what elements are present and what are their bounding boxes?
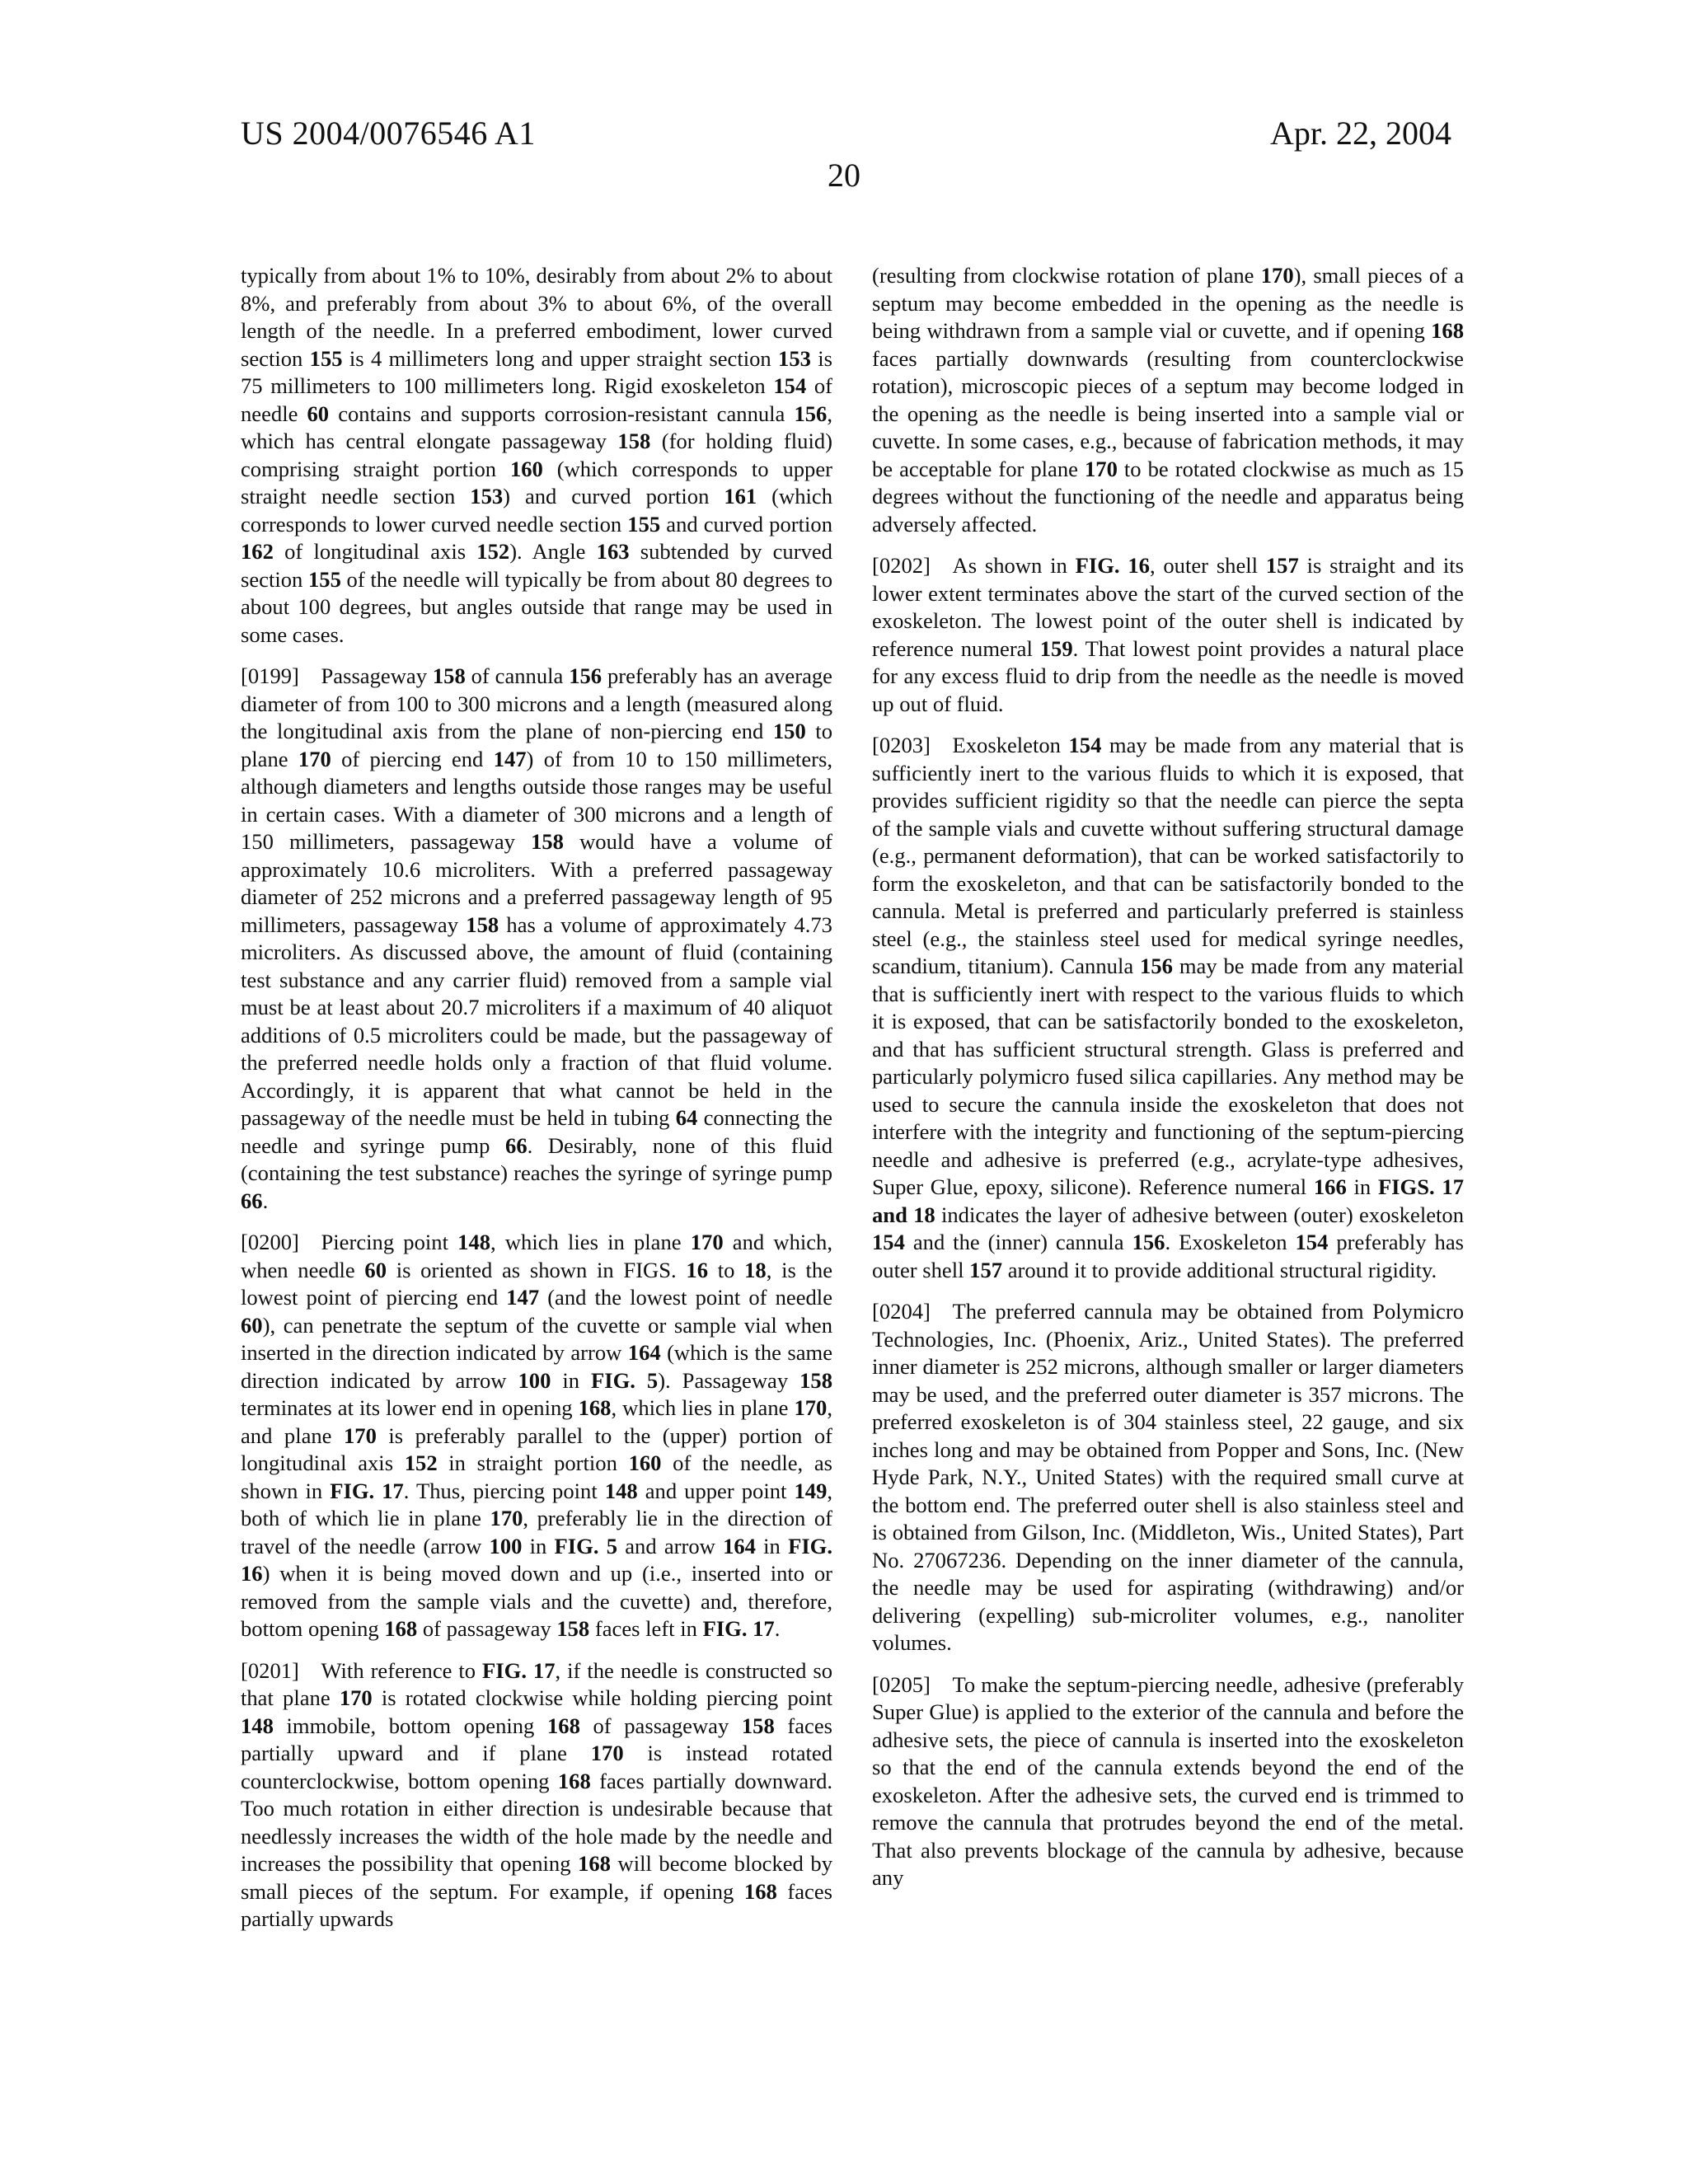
- reference-numeral: 168: [546, 1713, 580, 1738]
- text-run: and curved portion: [660, 511, 832, 537]
- text-run: , and plane: [241, 1395, 832, 1448]
- reference-numeral: 155: [308, 566, 341, 592]
- text-run: subtended by curved section: [241, 539, 832, 592]
- text-run: to: [708, 1257, 745, 1282]
- text-run: , if the needle is constructed so that plane: [241, 1657, 832, 1710]
- text-run: and which, when needle: [241, 1230, 833, 1282]
- paragraph: [872, 1671, 1464, 1892]
- text-run: faces partially downward. Too much rotation in either direction is undesirable because that needlessly increases the width of the hole made by the needle and increases the possibility that opening: [241, 1768, 833, 1876]
- text-run: of longitudinal axis: [273, 539, 477, 564]
- reference-numeral: 18: [744, 1257, 767, 1282]
- text-run: to be rotated clockwise as much as 15 degrees without the functioning of the needle and apparatus being adversely affected.: [872, 456, 1464, 537]
- reference-numeral: 60: [241, 1312, 263, 1338]
- text-run: As shown in: [952, 553, 1076, 578]
- text-run: is 4 millimeters long and upper straight section: [342, 345, 779, 371]
- reference-numeral: 158: [556, 1616, 590, 1641]
- text-run: preferably has an average diameter of from 100 to 300 microns and a length (measured along the longitudinal axis from the plane of non-piercing end: [241, 663, 832, 743]
- text-run: , which has central elongate passageway: [241, 401, 832, 453]
- paragraph: [241, 262, 832, 649]
- text-run: ) and curved portion: [503, 484, 724, 509]
- reference-numeral: 170: [794, 1395, 828, 1420]
- reference-numeral: 148: [604, 1478, 638, 1503]
- paragraph-number: [0204]: [872, 1299, 931, 1324]
- text-run: is rotated clockwise while holding piercing point: [372, 1685, 833, 1710]
- paragraph-text: [872, 733, 1464, 1282]
- text-run: is oriented as shown in FIGS.: [387, 1257, 687, 1282]
- text-run: of piercing end: [331, 746, 494, 771]
- reference-numeral: FIG. 5: [590, 1367, 659, 1393]
- text-run: has a volume of approximately 4.73 microliters. As discussed above, the amount of fluid (containing test substance and any carrier fluid) removed from a sample vial must be at least about 20.7 microliters if a maximum of 40 aliquot additions of 0.5 microliters could be made, but the passageway of the preferred needle holds only a fraction of that fluid volume. Accordingly, it is apparent that what cannot be held in the passageway of the needle must be held in tubing: [241, 912, 832, 1130]
- reference-numeral: 168: [557, 1768, 591, 1793]
- text-run: , preferably lie in the direction of travel of the needle (arrow: [241, 1506, 832, 1558]
- reference-numeral: 161: [724, 484, 757, 509]
- reference-numeral: 158: [799, 1367, 833, 1393]
- text-run: (resulting from clockwise rotation of plane: [872, 263, 1261, 288]
- text-run: , is the lowest point of piercing end: [241, 1257, 833, 1310]
- reference-numeral: 147: [506, 1285, 540, 1310]
- text-run: ). Passageway: [658, 1367, 800, 1393]
- paragraph: [872, 262, 1464, 538]
- text-run: indicates the layer of adhesive between (outer) exoskeleton: [935, 1202, 1464, 1227]
- reference-numeral: 168: [743, 1878, 777, 1904]
- reference-numeral: 154: [1068, 733, 1102, 757]
- paragraph-number: [0205]: [872, 1671, 931, 1697]
- reference-numeral: 168: [1431, 318, 1464, 343]
- paragraph: [872, 552, 1464, 718]
- paragraph-number: [0203]: [872, 733, 931, 757]
- text-run: may be made from any material that is sufficiently inert to the various fluids to which it is exposed, that provides sufficient rigidity so that the needle can pierce the septa of the sample vials and cuvette without suffering structural damage (e.g., permanent deformation), that can be worked satisfactorily to form the exoskeleton, and that can be satisfactorily bonded to the cannula. Metal is preferred and particularly preferred is stainless steel (e.g., the stainless steel used for medical syringe needles, scandium, titanium). Cannula: [872, 733, 1464, 978]
- reference-numeral: 164: [723, 1533, 756, 1558]
- reference-numeral: 160: [628, 1451, 662, 1475]
- right-column: [872, 262, 1464, 1906]
- paragraph-text: [241, 1658, 832, 1932]
- reference-numeral: 166: [1313, 1174, 1347, 1199]
- text-run: preferably has outer shell: [872, 1230, 1464, 1282]
- paragraph-number: [0200]: [241, 1230, 299, 1254]
- text-run: . Exoskeleton: [1165, 1230, 1296, 1254]
- text-run: of needle: [241, 373, 832, 426]
- reference-numeral: 170: [690, 1230, 724, 1254]
- text-run: of passageway: [417, 1616, 557, 1641]
- reference-numeral: 170: [339, 1685, 373, 1710]
- text-run: ), small pieces of a septum may become embedded in the opening as the needle is being withdrawn from a sample vial or cuvette, and if opening: [872, 263, 1464, 343]
- publication-number: US 2004/0076546 A1: [241, 115, 536, 152]
- reference-numeral: 60: [307, 401, 330, 426]
- reference-numeral: FIG. 5: [554, 1533, 617, 1558]
- text-run: (and the lowest point of needle: [539, 1285, 833, 1310]
- reference-numeral: FIG. 17: [482, 1657, 556, 1683]
- reference-numeral: 155: [627, 511, 661, 537]
- text-run: of passageway: [579, 1713, 742, 1738]
- text-run: . Thus, piercing point: [403, 1478, 605, 1503]
- reference-numeral: 168: [578, 1851, 611, 1876]
- text-run: immobile, bottom opening: [273, 1713, 547, 1738]
- text-run: faces partially upwards: [241, 1878, 833, 1931]
- text-run: in: [1346, 1174, 1378, 1199]
- text-run: is preferably parallel to the (upper) portion of longitudinal axis: [241, 1422, 832, 1475]
- reference-numeral: 66: [505, 1132, 528, 1158]
- reference-numeral: 158: [432, 663, 466, 688]
- text-run: is 75 millimeters to 100 millimeters long. Rigid exoskeleton: [241, 345, 832, 398]
- text-run: will become blocked by small pieces of the septum. For example, if opening: [241, 1851, 832, 1904]
- reference-numeral: 60: [364, 1257, 387, 1282]
- reference-numeral: 158: [531, 829, 564, 854]
- reference-numeral: 156: [569, 663, 603, 688]
- text-run: (which corresponds to upper straight needle section: [241, 456, 832, 509]
- reference-numeral: 148: [457, 1230, 491, 1254]
- reference-numeral: FIG. 16: [241, 1533, 833, 1586]
- reference-numeral: 158: [741, 1713, 775, 1738]
- reference-numeral: FIG. 17: [702, 1616, 775, 1641]
- reference-numeral: 66: [241, 1188, 263, 1213]
- text-run: of cannula: [465, 663, 570, 688]
- paragraph-number: [0201]: [241, 1657, 299, 1683]
- reference-numeral: 16: [686, 1257, 709, 1282]
- reference-numeral: 149: [794, 1478, 828, 1503]
- text-run: .: [774, 1616, 781, 1641]
- reference-numeral: 152: [476, 539, 510, 564]
- reference-numeral: 160: [509, 456, 543, 481]
- paragraph-text: [872, 1299, 1464, 1655]
- text-run: . That lowest point provides a natural place for any excess fluid to drip from the needle as the needle is moved up out of fluid.: [872, 635, 1465, 716]
- reference-numeral: 150: [772, 719, 806, 743]
- reference-numeral: 162: [241, 539, 274, 564]
- reference-numeral: 152: [404, 1451, 438, 1475]
- text-run: , which lies in plane: [490, 1230, 691, 1254]
- reference-numeral: 157: [969, 1257, 1003, 1282]
- reference-numeral: 156: [794, 401, 828, 426]
- text-run: , which lies in plane: [611, 1395, 795, 1420]
- text-run: .: [262, 1188, 269, 1213]
- reference-numeral: 168: [384, 1616, 418, 1641]
- reference-numeral: 170: [590, 1741, 624, 1765]
- text-run: contains and supports corrosion-resistant cannula: [329, 401, 795, 426]
- text-run: The preferred cannula may be obtained from Polymicro Technologies, Inc. (Phoenix, Ariz., United States). The preferred inner diameter is 252 microns, although smaller or larger diameters may be used, and the preferred outer diameter is 357 microns. The preferred exoskeleton is of 304 stainless steel, 22 gauge, and six inches long and may be obtained from Popper and Sons, Inc. (New Hyde Park, N.Y., United States) with the required small curve at the bottom end. The preferred outer shell is also stainless steel and is obtained from Gilson, Inc. (Middleton, Wis., United States), Part No. 27067236. Depending on the inner diameter of the cannula, the needle may be used for aspirating (withdrawing) and/or delivering (expelling) sub-microliter volumes, e.g., nanoliter volumes.: [872, 1299, 1464, 1655]
- text-run: and upper point: [637, 1478, 795, 1503]
- text-run: terminates at its lower end in opening: [241, 1395, 579, 1420]
- text-run: in: [522, 1533, 555, 1558]
- text-run: typically from about 1% to 10%, desirably from about 2% to about 8%, and preferably from about 3% to about 6%, of the overall length of the needle. In a preferred embodiment, lower curved section: [241, 263, 832, 371]
- paragraph: [241, 663, 832, 1215]
- paragraph-text: [241, 663, 832, 1213]
- reference-numeral: 153: [470, 484, 504, 509]
- text-run: is straight and its lower extent terminates above the start of the curved section of the exoskeleton. The lowest point of the outer shell is indicated by reference numeral: [872, 553, 1465, 661]
- text-run: in: [755, 1533, 789, 1558]
- text-run: in straight portion: [437, 1451, 629, 1475]
- reference-numeral: 64: [675, 1105, 698, 1130]
- paragraph-text: [872, 263, 1464, 537]
- reference-numeral: 100: [489, 1533, 523, 1558]
- text-run: connecting the needle and syringe pump: [241, 1105, 832, 1158]
- reference-numeral: 157: [1265, 553, 1299, 578]
- text-run: faces left in: [589, 1616, 703, 1641]
- paragraph-number: [0202]: [872, 553, 931, 578]
- reference-numeral: 163: [596, 539, 630, 564]
- reference-numeral: 170: [298, 746, 331, 771]
- text-run: (which corresponds to lower curved needle section: [241, 484, 832, 537]
- text-run: of the needle, as shown in: [241, 1451, 832, 1503]
- text-run: in: [551, 1367, 591, 1393]
- paragraph-number: [0199]: [241, 663, 299, 688]
- left-column: [241, 262, 832, 1947]
- text-run: , both of which lie in plane: [241, 1478, 833, 1530]
- reference-numeral: 155: [309, 345, 343, 371]
- paragraph-text: [872, 1672, 1464, 1891]
- reference-numeral: 168: [578, 1395, 612, 1420]
- page-number: 20: [828, 157, 860, 194]
- text-run: faces partially upward and if plane: [241, 1713, 832, 1765]
- paragraph: [872, 732, 1464, 1284]
- reference-numeral: FIGS. 17 and 18: [872, 1174, 1464, 1227]
- reference-numeral: FIG. 17: [330, 1478, 404, 1503]
- text-run: to plane: [241, 719, 832, 771]
- text-run: With reference to: [321, 1657, 483, 1683]
- text-run: around it to provide additional structural rigidity.: [1002, 1257, 1437, 1282]
- reference-numeral: FIG. 16: [1075, 553, 1150, 578]
- text-run: Piercing point: [321, 1230, 458, 1254]
- reference-numeral: 159: [1039, 635, 1073, 661]
- text-run: , outer shell: [1149, 553, 1266, 578]
- text-run: is instead rotated counterclockwise, bottom opening: [241, 1741, 832, 1793]
- text-run: of the needle will typically be from about 80 degrees to about 100 degrees, but angles outside that range may be used in some cases.: [241, 566, 832, 647]
- publication-date: Apr. 22, 2004: [1270, 115, 1451, 152]
- reference-numeral: 147: [493, 746, 527, 771]
- reference-numeral: 170: [1260, 263, 1294, 288]
- text-run: ) of from 10 to 150 millimeters, although diameters and lengths outside those ranges may be useful in certain cases. With a diameter of 300 microns and a length of 150 millimeters, passageway: [241, 746, 832, 854]
- reference-numeral: 148: [241, 1713, 274, 1738]
- paragraph: [241, 1229, 832, 1643]
- text-run: and the (inner) cannula: [904, 1230, 1132, 1254]
- text-run: (for holding fluid) comprising straight portion: [241, 429, 832, 481]
- reference-numeral: 156: [1132, 1230, 1165, 1254]
- reference-numeral: 154: [1295, 1230, 1329, 1254]
- text-run: To make the septum-piercing needle, adhesive (preferably Super Glue) is applied to the exterior of the cannula and before the adhesive sets, the piece of cannula is inserted into the exoskeleton so that the end of the cannula extends beyond the end of the exoskeleton. After the adhesive sets, the curved end is trimmed to remove the cannula that protrudes beyond the end of the metal. That also prevents blockage of the cannula by adhesive, because any: [872, 1671, 1464, 1890]
- reference-numeral: 154: [872, 1230, 905, 1254]
- paragraph: [872, 1298, 1464, 1657]
- reference-numeral: 154: [773, 373, 807, 398]
- paragraph-text: [241, 1230, 832, 1641]
- text-run: ) when it is being moved down and up (i.e., inserted into or removed from the sample vials and the cuvette) and, therefore, bottom opening: [241, 1561, 832, 1641]
- paragraph-text: [241, 263, 832, 647]
- reference-numeral: 170: [1084, 456, 1118, 481]
- paragraph-text: [872, 553, 1464, 716]
- text-run: may be made from any material that is sufficiently inert with respect to the various fluids to which it is exposed, that can be satisfactorily bonded to the exoskeleton, and that has sufficient structural strength. Glass is preferred and particularly polymicro fused silica capillaries. Any method may be used to secure the cannula inside the exoskeleton that does not interfere with the integrity and functioning of the septum-piercing needle and adhesive is preferred (e.g., acrylate-type adhesives, Super Glue, epoxy, silicone). Reference numeral: [872, 954, 1464, 1199]
- text-run: Exoskeleton: [952, 733, 1069, 757]
- reference-numeral: 158: [617, 429, 651, 453]
- reference-numeral: 156: [1140, 954, 1173, 978]
- reference-numeral: 170: [490, 1506, 523, 1530]
- text-run: . Desirably, none of this fluid (containing the test substance) reaches the syringe of syringe pump: [241, 1132, 833, 1185]
- reference-numeral: 170: [343, 1422, 377, 1448]
- text-run: faces partially downwards (resulting from counterclockwise rotation), microscopic pieces of a septum may become lodged in the opening as the needle is being inserted into a sample vial or cuvette. In some cases, e.g., because of fabrication methods, it may be acceptable for plane: [872, 345, 1464, 481]
- paragraph: [241, 1657, 832, 1933]
- text-run: would have a volume of approximately 10.6 microliters. With a preferred passageway diameter of 252 microns and a preferred passageway length of 95 millimeters, passageway: [241, 829, 832, 937]
- reference-numeral: 164: [627, 1340, 661, 1365]
- text-run: Passageway: [321, 663, 433, 688]
- text-run: (which is the same direction indicated by arrow: [241, 1340, 832, 1393]
- text-run: and arrow: [617, 1533, 724, 1558]
- reference-numeral: 158: [466, 912, 499, 937]
- text-run: ). Angle: [509, 539, 597, 564]
- reference-numeral: 153: [778, 345, 811, 371]
- reference-numeral: 100: [518, 1367, 551, 1393]
- text-run: ), can penetrate the septum of the cuvette or sample vial when inserted in the direction indicated by arrow: [241, 1312, 832, 1365]
